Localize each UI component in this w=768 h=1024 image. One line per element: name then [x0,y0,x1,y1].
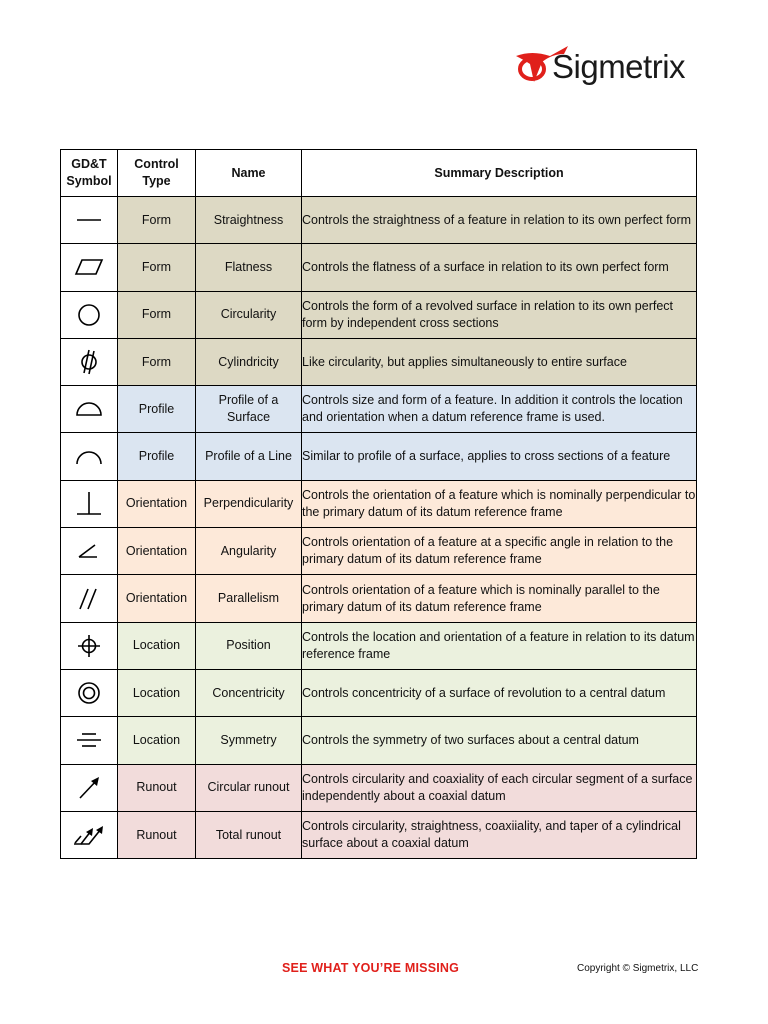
header-control-type: Control Type [118,150,196,197]
control-type-cell: Form [118,197,196,244]
table-row [61,717,697,764]
concentricity-icon [61,669,118,716]
control-type-cell: Form [118,244,196,291]
name-cell: Position [196,622,302,669]
table-row [61,480,697,527]
name-cell: Symmetry [196,717,302,764]
control-type-cell: Form [118,291,196,338]
control-type-cell: Profile [118,386,196,433]
angularity-icon [61,528,118,575]
name-cell: Total runout [196,811,302,858]
header-description: Summary Description [302,150,697,197]
name-cell: Cylindricity [196,338,302,385]
header-name: Name [196,150,302,197]
name-cell: Angularity [196,528,302,575]
name-cell: Circular runout [196,764,302,811]
position-icon [61,622,118,669]
description-cell: Controls circularity, straightness, coaxiiality, and taper of a cylindrical surface about a coaxial datum [302,811,697,858]
description-cell: Controls the form of a revolved surface in relation to its own perfect form by independent cross sections [302,291,697,338]
table-row [61,622,697,669]
symmetry-icon [61,717,118,764]
logo-wordmark: Sigmetrix [552,48,686,85]
profile-of-line-icon [61,433,118,480]
circularity-icon [61,291,118,338]
tagline: SEE WHAT YOU’RE MISSING [282,961,460,975]
gdt-symbols-table [60,149,697,859]
sigmetrix-logo [512,42,712,98]
description-cell: Controls the symmetry of two surfaces about a central datum [302,717,697,764]
parallelism-icon [61,575,118,622]
name-cell: Circularity [196,291,302,338]
description-cell: Like circularity, but applies simultaneously to entire surface [302,338,697,385]
table-row [61,291,697,338]
name-cell: Profile of a Line [196,433,302,480]
header-symbol: GD&T Symbol [61,150,118,197]
control-type-cell: Profile [118,433,196,480]
total-runout-icon [61,811,118,858]
profile-of-surface-icon [61,386,118,433]
copyright-notice: Copyright © Sigmetrix, LLC [577,963,699,974]
table-row [61,669,697,716]
circular-runout-icon [61,764,118,811]
cylindricity-icon [61,338,118,385]
table-row [61,386,697,433]
control-type-cell: Orientation [118,480,196,527]
name-cell: Parallelism [196,575,302,622]
table-row [61,811,697,858]
name-cell: Concentricity [196,669,302,716]
control-type-cell: Location [118,669,196,716]
description-cell: Controls size and form of a feature. In addition it controls the location and orientation when a datum reference frame is used. [302,386,697,433]
description-cell: Controls circularity and coaxiality of each circular segment of a surface independently about a coaxial datum [302,764,697,811]
description-cell: Controls concentricity of a surface of revolution to a central datum [302,669,697,716]
description-cell: Controls the flatness of a surface in relation to its own perfect form [302,244,697,291]
name-cell: Straightness [196,197,302,244]
control-type-cell: Orientation [118,575,196,622]
name-cell: Flatness [196,244,302,291]
straightness-icon [61,197,118,244]
table-row [61,575,697,622]
perpendicularity-icon [61,480,118,527]
description-cell: Controls the straightness of a feature in relation to its own perfect form [302,197,697,244]
description-cell: Controls the location and orientation of a feature in relation to its datum reference frame [302,622,697,669]
table-row [61,433,697,480]
control-type-cell: Form [118,338,196,385]
description-cell: Controls orientation of a feature at a specific angle in relation to the primary datum of its datum reference frame [302,528,697,575]
table-header-row [61,150,697,197]
control-type-cell: Runout [118,811,196,858]
description-cell: Similar to profile of a surface, applies to cross sections of a feature [302,433,697,480]
table-row [61,528,697,575]
name-cell: Profile of a Surface [196,386,302,433]
flatness-icon [61,244,118,291]
control-type-cell: Location [118,622,196,669]
control-type-cell: Location [118,717,196,764]
control-type-cell: Runout [118,764,196,811]
table-row [61,764,697,811]
description-cell: Controls orientation of a feature which is nominally parallel to the primary datum of its datum reference frame [302,575,697,622]
name-cell: Perpendicularity [196,480,302,527]
description-cell: Controls the orientation of a feature which is nominally perpendicular to the primary datum of its datum reference frame [302,480,697,527]
table-row [61,244,697,291]
table-row [61,197,697,244]
control-type-cell: Orientation [118,528,196,575]
table-row [61,338,697,385]
